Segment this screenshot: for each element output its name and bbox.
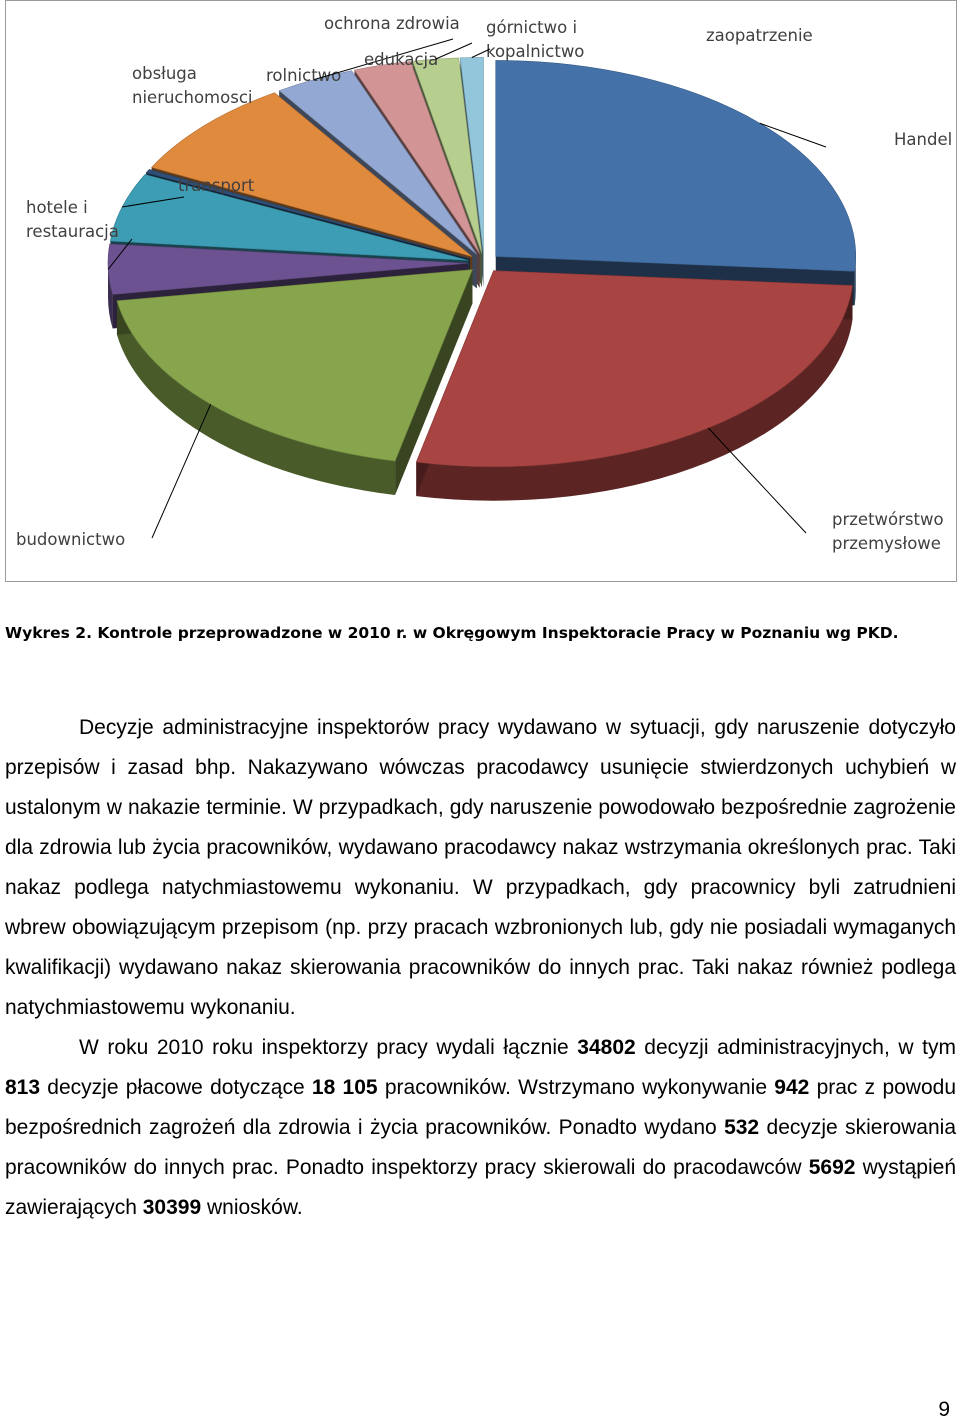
page-number: 9 bbox=[938, 1398, 950, 1421]
slice-label-budownictwo: budownictwo bbox=[16, 530, 126, 549]
body-text bbox=[5, 708, 956, 1228]
number-total-decisions: 34802 bbox=[577, 1036, 636, 1059]
slice-label-hotele-i-restauracja: hotele i restauracja bbox=[26, 198, 119, 241]
text-span: decyzje płacowe dotyczące bbox=[40, 1076, 312, 1099]
slice-label-zaopatrzenie: zaopatrzenie bbox=[706, 26, 813, 45]
pie-slice-przetwórstwo-przemysłowe bbox=[416, 271, 852, 467]
slice-label-edukacja: edukacja bbox=[364, 50, 439, 69]
paragraph-2 bbox=[5, 1028, 956, 1228]
number-employees: 18 105 bbox=[311, 1076, 378, 1099]
slice-label-obsługa-nieruchomosci: obsługa nieruchomosci bbox=[132, 64, 253, 107]
slice-label-ochrona-zdrowia: ochrona zdrowia bbox=[324, 14, 460, 33]
text-span: wniosków. bbox=[201, 1196, 303, 1219]
leader-line-1 bbox=[708, 428, 806, 533]
text-span: decyzji administracyjnych, w tym bbox=[635, 1036, 956, 1059]
chart-caption: Wykres 2. Kontrole przeprowadzone w 2010 r. w Okręgowym Inspektoracie Pracy w Poznaniu wg PKD. bbox=[5, 624, 899, 642]
leader-line-9 bbox=[436, 43, 472, 59]
leader-line-2 bbox=[152, 404, 211, 538]
pie-slice-Handel bbox=[496, 60, 856, 271]
slice-label-przetwórstwo-przemysłowe: przetwórstwo przemysłowe bbox=[832, 510, 944, 553]
text-span: wystąpień zawierających bbox=[5, 1156, 957, 1219]
number-referral-decisions: 532 bbox=[724, 1116, 760, 1139]
text-span: prac z powodu bezpośrednich zagrożeń dla zdrowia i życia pracowników. Ponadto wydano bbox=[5, 1076, 957, 1139]
pie-chart-svg bbox=[6, 1, 956, 581]
number-requests: 30399 bbox=[142, 1196, 202, 1219]
slice-label-Handel: Handel bbox=[894, 130, 953, 149]
pie-chart bbox=[5, 0, 957, 582]
slice-label-rolnictwo: rolnictwo bbox=[266, 66, 342, 85]
slice-label-transport: transport bbox=[178, 176, 255, 195]
text-span: decyzje skierowania pracowników do innych prac. Ponadto inspektorzy pracy skierowali do pracodawców bbox=[5, 1116, 956, 1179]
paragraph-1: Decyzje administracyjne inspektorów pracy wydawano w sytuacji, gdy naruszenie dotyczyło przepisów i zasad bhp. Nakazywano wówczas pracodawcy usunięcie stwierdzonych uchybień w ustalonym w nakazie terminie. W przypadkach, gdy naruszenie powodowało bezpośrednie zagrożenie dla zdrowia lub życia pracowników, wydawano pracodawcy nakaz wstrzymania określonych prac. Taki nakaz podlega natychmiastowemu wykonaniu. W przypadkach, gdy pracownicy byli zatrudnieni wbrew obowiązującym przepisom (np. przy pracach wzbronionych lub, gdy nie posiadali wymaganych kwalifikacji) wydawano nakaz skierowania pracowników do innych prac. Taki nakaz również podlega natychmiastowemu wykonaniu. bbox=[5, 716, 956, 1019]
number-stopped-works: 942 bbox=[774, 1076, 810, 1099]
number-wage-decisions: 813 bbox=[5, 1076, 41, 1099]
slice-label-górnictwo-i-kopalnictwo: górnictwo i kopalnictwo bbox=[486, 18, 585, 61]
number-statements: 5692 bbox=[808, 1156, 856, 1179]
text-span: pracowników. Wstrzymano wykonywanie bbox=[377, 1076, 775, 1099]
text-span: W roku 2010 roku inspektorzy pracy wydali łącznie bbox=[79, 1036, 578, 1059]
